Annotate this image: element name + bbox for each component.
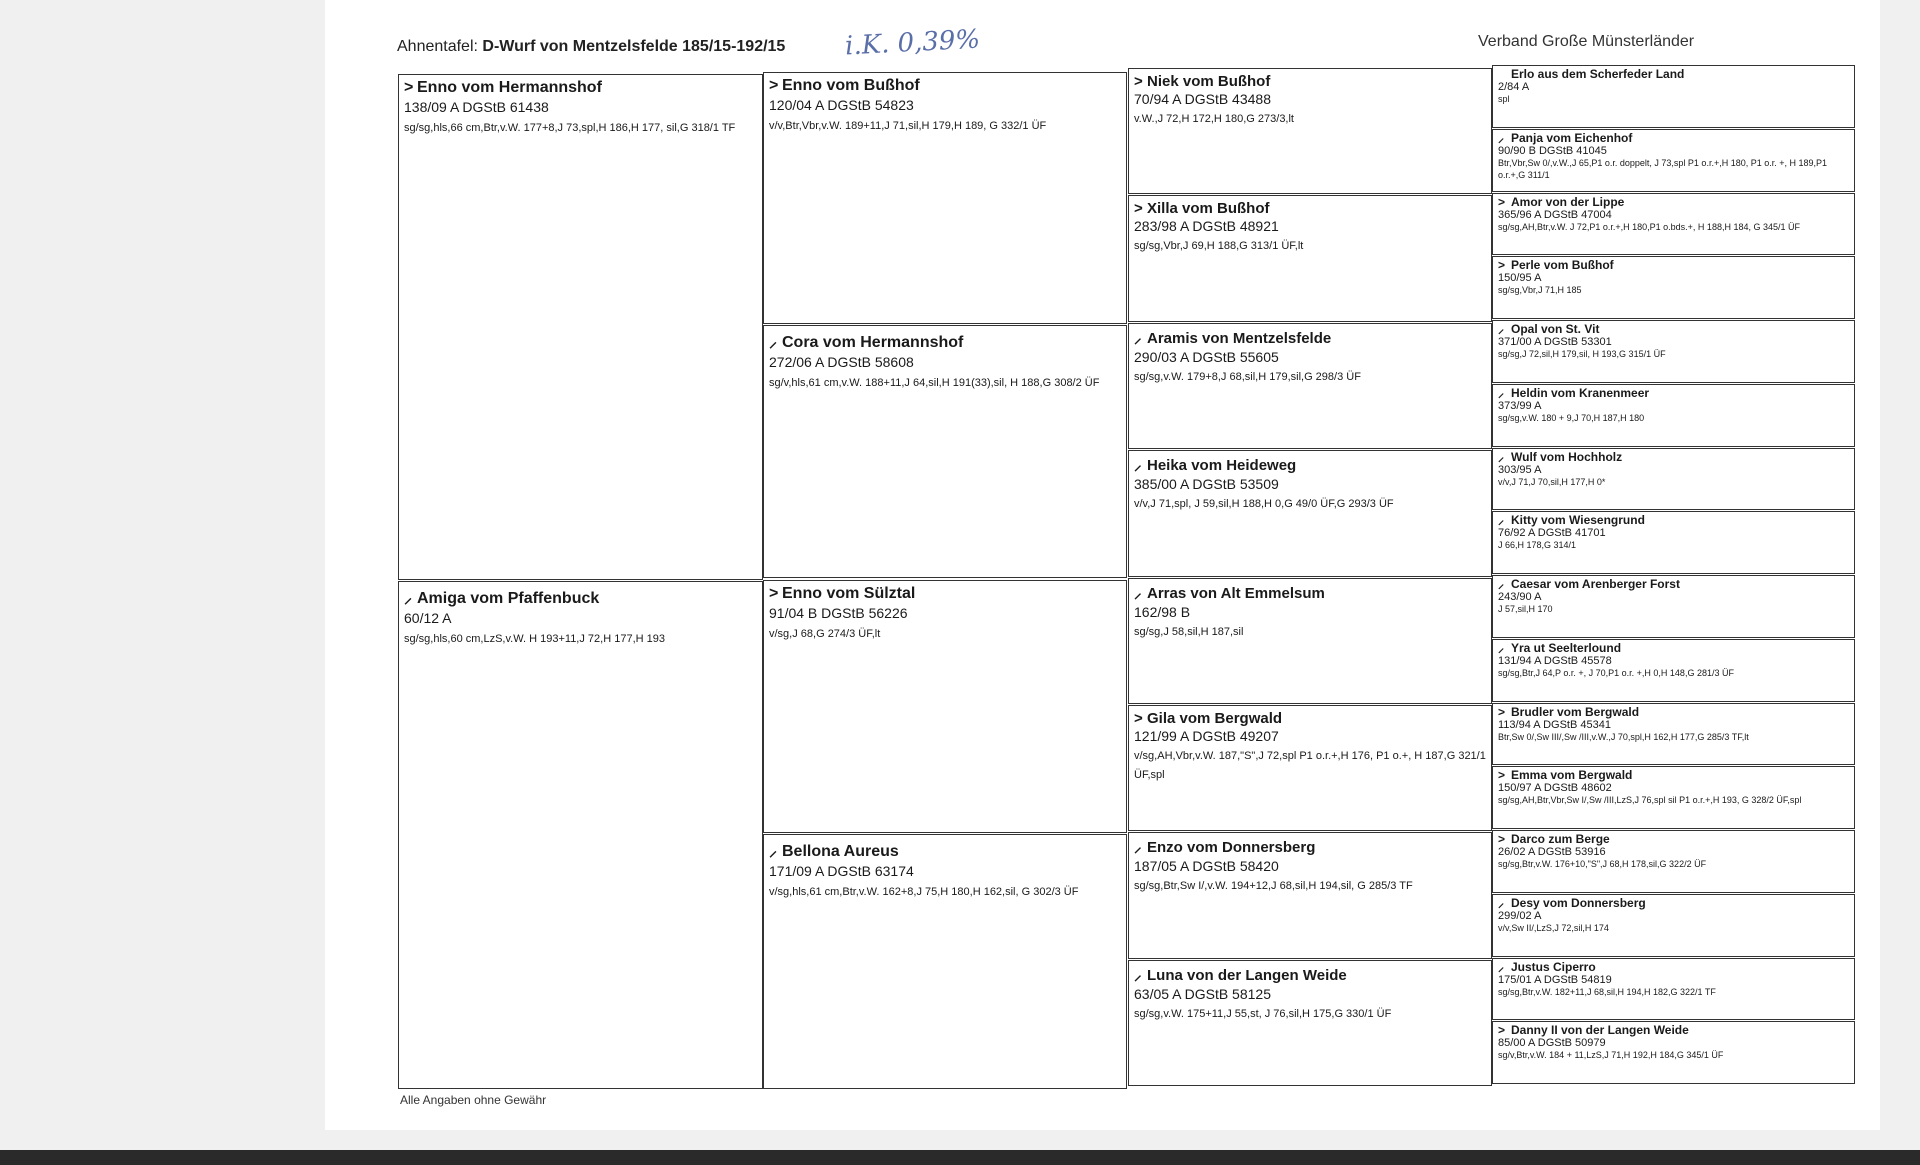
organization-name: Verband Große Münsterländer — [1478, 33, 1695, 50]
dog-details: J 57,sil,H 170 — [1498, 604, 1553, 614]
dog-name: ⸝ Justus Ciperro — [1498, 959, 1596, 974]
dog-name: ⸝ Caesar vom Arenberger Forst — [1498, 577, 1680, 591]
dog-registration: 26/02 A DGStB 53916 — [1498, 846, 1606, 858]
dog-registration: 70/94 A DGStB 43488 — [1134, 91, 1271, 107]
ancestor-box-g3 — [1128, 960, 1492, 1086]
ancestor-box-g4 — [1492, 766, 1855, 829]
dog-registration: 373/99 A — [1498, 399, 1542, 412]
handwritten-note: i.K. 0,39% — [844, 24, 981, 62]
dog-registration: 120/04 A DGStB 54823 — [769, 97, 914, 113]
ancestor-box-g4 — [1492, 511, 1855, 574]
dog-details: v/v,Sw II/,LzS,J 72,sil,H 174 — [1498, 922, 1609, 933]
dog-details: v.W.,J 72,H 172,H 180,G 273/3,lt — [1134, 113, 1294, 125]
dog-details: sg/sg,Btr,J 64,P o.r. +, J 70,P1 o.r. +,H 0,H 148,G 281/3 ÜF — [1498, 667, 1734, 678]
dog-details: sg/sg,hls,66 cm,Btr,v.W. 177+8,J 73,spl,H 186,H 177, sil,G 318/1 TF — [404, 122, 736, 134]
sire-dam-box — [763, 325, 1127, 578]
ancestor-box-g4 — [1492, 575, 1855, 638]
dog-registration: 85/00 A DGStB 50979 — [1498, 1037, 1606, 1050]
ancestor-box-g4 — [1492, 639, 1855, 702]
dog-name: ⸝ Heika vom Heideweg — [1134, 457, 1297, 475]
dog-name: ⸝ Enzo vom Donnersberg — [1134, 839, 1316, 857]
dog-registration: 175/01 A DGStB 54819 — [1498, 973, 1612, 986]
dog-name: Erlo aus dem Scherfeder Land — [1511, 67, 1685, 81]
dog-details: sg/sg,Btr,Sw I/,v.W. 194+12,J 68,sil,H 194,sil, G 285/3 TF — [1134, 880, 1413, 893]
ancestor-box-g3 — [1128, 68, 1492, 194]
dog-registration: 91/04 B DGStB 56226 — [769, 605, 908, 621]
dog-name: ⸝ Panja vom Eichenhof — [1498, 130, 1633, 145]
dog-details: sg/sg,v.W. 175+11,J 55,st, J 76,sil,H 175,G 330/1 ÜF — [1134, 1007, 1392, 1020]
dam-dam-box — [763, 834, 1127, 1089]
dog-details: spl — [1498, 94, 1510, 104]
dog-name: > Xilla vom Bußhof — [1134, 200, 1270, 218]
dog-registration: 162/98 B — [1134, 603, 1191, 620]
dog-registration: 121/99 A DGStB 49207 — [1134, 728, 1279, 744]
dog-details: sg/sg,J 72,sil,H 179,sil, H 193,G 315/1 ÜF — [1498, 349, 1666, 359]
sire-box — [398, 74, 763, 580]
dog-registration: 272/06 A DGStB 58608 — [769, 354, 914, 370]
disclaimer: Alle Angaben ohne Gewähr — [400, 1093, 547, 1107]
dog-details: Btr,Vbr,Sw 0/,v.W.,J 65,P1 o.r. doppelt, J 73,spl P1 o.r.+,H 180, P1 o.r. +, H 189,P1 o.r.+,G 311/1 — [1498, 157, 1828, 180]
dog-name: ⸝ Aramis von Mentzelsfelde — [1134, 329, 1332, 347]
litter-label: D-Wurf von Mentzelsfelde 185/15-192/15 — [482, 38, 786, 55]
ancestor-box-g4 — [1492, 193, 1855, 256]
dog-registration: 76/92 A DGStB 41701 — [1498, 527, 1606, 540]
dam-sire-box — [763, 580, 1127, 833]
sire-sire-box — [763, 72, 1127, 324]
ancestor-box-g3 — [1128, 450, 1492, 576]
scan-edge — [0, 1150, 1920, 1165]
dog-name: > Enno vom Bußhof — [769, 77, 920, 94]
dog-registration: 63/05 A DGStB 58125 — [1134, 985, 1271, 1002]
dog-name: > Gila vom Bergwald — [1134, 710, 1283, 727]
dog-details: v/v,J 71,J 70,sil,H 177,H 0* — [1498, 476, 1606, 487]
dog-registration: 290/03 A DGStB 55605 — [1134, 348, 1279, 365]
dog-registration: 171/09 A DGStB 63174 — [769, 863, 914, 879]
dog-details: v/sg,J 68,G 274/3 ÜF,lt — [769, 628, 881, 640]
dog-name: > Brudler vom Bergwald — [1498, 704, 1640, 719]
dog-name: ⸝ Cora vom Hermannshof — [769, 334, 964, 351]
dog-details: v/v,J 71,spl, J 59,sil,H 188,H 0,G 49/0 ÜF,G 293/3 ÜF — [1134, 498, 1394, 511]
dog-registration: 365/96 A DGStB 47004 — [1498, 208, 1612, 221]
dog-registration: 150/97 A DGStB 48602 — [1498, 782, 1612, 795]
dog-details: sg/sg,Btr,v.W. 176+10,"S",J 68,H 178,sil,G 322/2 ÜF — [1498, 859, 1707, 869]
dog-name: ⸝ Heldin vom Kranenmeer — [1498, 385, 1650, 400]
dog-name: ⸝ Arras von Alt Emmelsum — [1134, 584, 1325, 602]
dog-registration: 113/94 A DGStB 45341 — [1498, 718, 1611, 731]
ancestor-box-g4 — [1492, 830, 1855, 893]
dog-registration: 187/05 A DGStB 58420 — [1134, 858, 1279, 875]
dog-details: v/sg,AH,Vbr,v.W. 187,"S",J 72,spl P1 o.r.+,H 176, P1 o.+, H 187,G 321/1 ÜF,spl — [1134, 750, 1486, 781]
dog-registration: 385/00 A DGStB 53509 — [1134, 476, 1279, 493]
title-label: Ahnentafel: — [397, 38, 478, 55]
dog-details: v/v,Btr,Vbr,v.W. 189+11,J 71,sil,H 179,H 189, G 332/1 ÜF — [769, 120, 1047, 132]
ancestor-box-g4 — [1492, 958, 1855, 1021]
dog-details: v/sg,hls,61 cm,Btr,v.W. 162+8,J 75,H 180,H 162,sil, G 302/3 ÜF — [769, 886, 1079, 898]
dog-details: Btr,Sw 0/,Sw III/,Sw /III,v.W.,J 70,spl,H 162,H 177,G 285/3 TF,lt — [1498, 731, 1749, 742]
ancestor-box-g4 — [1492, 65, 1855, 128]
dog-registration: 90/90 B DGStB 41045 — [1498, 144, 1607, 157]
dog-details: sg/v,Btr,v.W. 184 + 11,LzS,J 71,H 192,H 184,G 345/1 ÜF — [1498, 1050, 1724, 1061]
dog-details: J 66,H 178,G 314/1 — [1498, 540, 1577, 551]
dog-registration: 2/84 A — [1498, 81, 1530, 93]
dog-registration: 150/95 A — [1498, 272, 1542, 285]
dog-details: sg/sg,hls,60 cm,LzS,v.W. H 193+11,J 72,H 177,H 193 — [404, 633, 665, 645]
dog-name: ⸝ Amiga vom Pfaffenbuck — [404, 590, 600, 607]
dog-details: sg/sg,Vbr,J 71,H 185 — [1498, 285, 1582, 296]
ancestor-box-g4 — [1492, 129, 1855, 192]
dog-registration: 60/12 A — [404, 610, 452, 626]
dog-registration: 131/94 A DGStB 45578 — [1498, 654, 1612, 667]
dog-details: sg/v,hls,61 cm,v.W. 188+11,J 64,sil,H 191(33),sil, H 188,G 308/2 ÜF — [769, 377, 1100, 389]
dog-registration: 138/09 A DGStB 61438 — [404, 99, 549, 115]
document-title — [397, 38, 785, 56]
dog-name: ⸝ Kitty vom Wiesengrund — [1498, 513, 1645, 528]
dog-details: sg/sg,v.W. 179+8,J 68,sil,H 179,sil,G 298/3 ÜF — [1134, 370, 1361, 383]
ancestor-box-g4 — [1492, 320, 1855, 383]
dog-name: > Enno vom Sülztal — [769, 585, 916, 602]
dog-details: sg/sg,AH,Btr,Vbr,Sw I/,Sw /III,LzS,J 76,spl sil P1 o.r.+,H 193, G 328/2 ÜF,spl — [1498, 795, 1802, 806]
dog-name: ⸝ Desy vom Donnersberg — [1498, 895, 1646, 910]
dog-details: sg/sg,AH,Btr,v.W. J 72,P1 o.r.+,H 180,P1 o.bds.+, H 188,H 184, G 345/1 ÜF — [1498, 221, 1800, 232]
ancestor-box-g4 — [1492, 703, 1855, 766]
dog-name: > Amor von der Lippe — [1498, 194, 1625, 209]
ancestor-box-g3 — [1128, 195, 1492, 321]
dog-registration: 243/90 A — [1498, 591, 1542, 603]
dog-name: ⸝ Bellona Aureus — [769, 843, 899, 860]
ancestor-box-g3 — [1128, 578, 1492, 704]
ancestor-box-g4 — [1492, 894, 1855, 957]
ancestor-box-g3 — [1128, 705, 1492, 831]
dog-name: > Emma vom Bergwald — [1498, 768, 1633, 783]
ancestor-box-g4 — [1492, 384, 1855, 447]
dog-details: sg/sg,Btr,v.W. 182+11,J 68,sil,H 194,H 182,G 322/1 TF — [1498, 986, 1716, 997]
ancestor-box-g4 — [1492, 256, 1855, 319]
dog-details: sg/sg,Vbr,J 69,H 188,G 313/1 ÜF,lt — [1134, 240, 1304, 253]
dog-name: > Enno vom Hermannshof — [404, 79, 602, 96]
dog-name: ⸝ Luna von der Langen Weide — [1134, 966, 1347, 984]
dog-name: > Darco zum Berge — [1498, 832, 1610, 846]
dog-name: > Perle vom Bußhof — [1498, 258, 1614, 273]
dog-registration: 371/00 A DGStB 53301 — [1498, 336, 1612, 348]
dog-name: ⸝ Wulf vom Hochholz — [1498, 449, 1623, 464]
dog-details: sg/sg,J 58,sil,H 187,sil — [1134, 625, 1244, 638]
dog-registration: 299/02 A — [1498, 909, 1542, 922]
ancestor-box-g3 — [1128, 323, 1492, 449]
dog-name: ⸝ Yra ut Seelterlound — [1498, 640, 1622, 655]
dog-name: > Danny II von der Langen Weide — [1498, 1023, 1689, 1038]
dam-box — [398, 581, 763, 1089]
ancestor-box-g4 — [1492, 448, 1855, 511]
dog-name: > Niek vom Bußhof — [1134, 73, 1271, 90]
dog-registration: 283/98 A DGStB 48921 — [1134, 218, 1279, 235]
ancestor-box-g4 — [1492, 1021, 1855, 1084]
ancestor-box-g3 — [1128, 832, 1492, 958]
dog-details: sg/sg,v.W. 180 + 9,J 70,H 187,H 180 — [1498, 412, 1645, 423]
dog-registration: 303/95 A — [1498, 463, 1542, 476]
dog-name: ⸝ Opal von St. Vit — [1498, 322, 1600, 336]
